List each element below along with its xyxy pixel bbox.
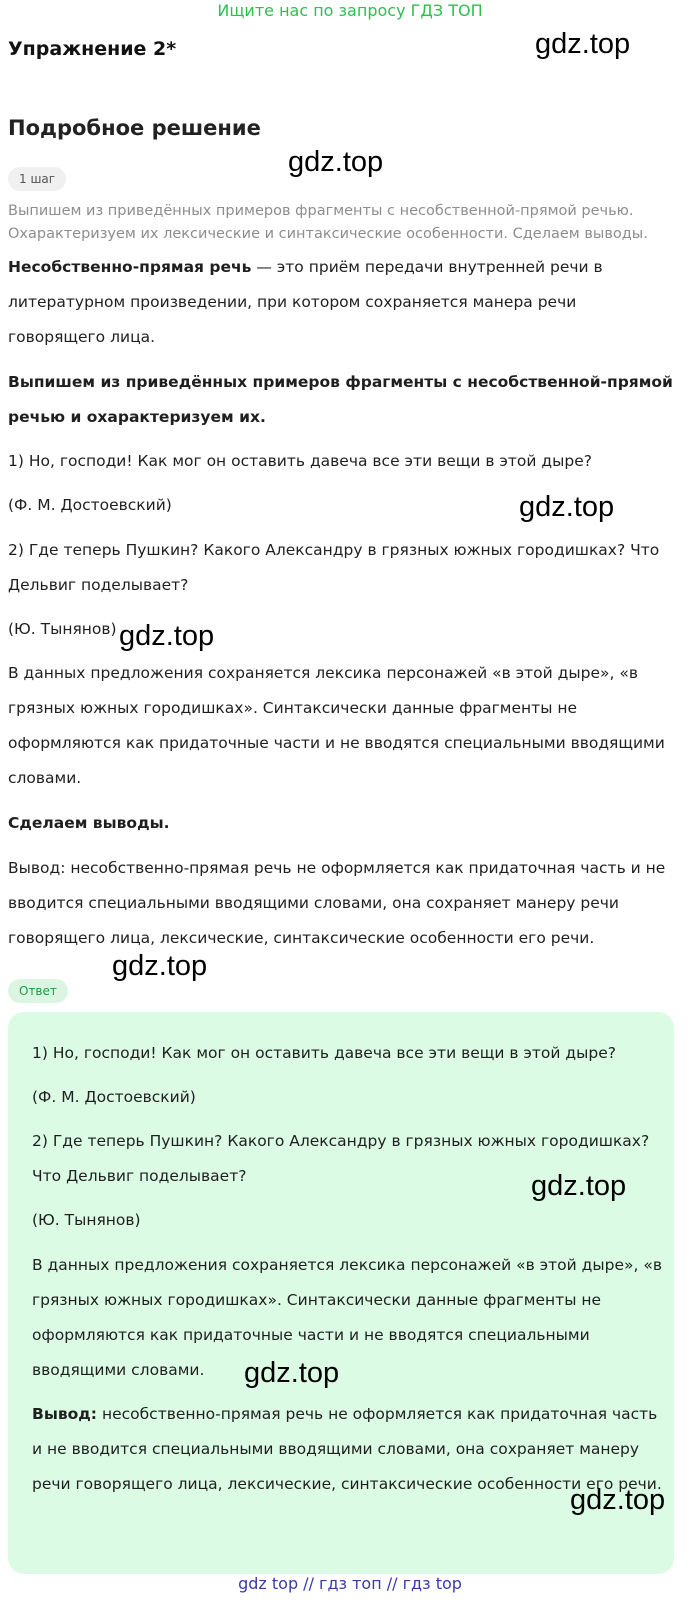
- exercise-title: Упражнение 2*: [8, 38, 177, 60]
- answer-conclusion-label: Вывод:: [32, 1405, 98, 1423]
- answer-conclusion: [32, 1397, 662, 1502]
- watermark: gdz.top: [570, 1484, 666, 1516]
- author-2: (Ю. Тынянов): [8, 620, 117, 638]
- answer-conclusion-text: несобственно-прямая речь не оформляется как придаточная часть и не вводится специальными вводящими словами, она сохраняет манеру речи говорящего лица, лексические, синтаксические особенности его речи.: [32, 1405, 662, 1493]
- example-1: 1) Но, господи! Как мог он оставить давеча все эти вещи в этой дыре?: [8, 452, 592, 470]
- answer-author-2: (Ю. Тынянов): [32, 1211, 141, 1229]
- author-1: (Ф. М. Достоевский): [8, 496, 172, 514]
- watermark: gdz.top: [519, 491, 615, 523]
- example-2: 2) Где теперь Пушкин? Какого Александру в грязных южных городишках? Что Дельвиг поделывает?: [8, 541, 660, 594]
- conclusion-heading-text: Сделаем выводы.: [8, 814, 170, 832]
- watermark: gdz.top: [244, 1357, 340, 1389]
- conclusion-paragraph: Вывод: несобственно-прямая речь не оформляется как придаточная часть и не вводится специальными вводящими словами, она сохраняет манеру речи говорящего лица, лексические, синтаксические особенности его речи.: [8, 859, 666, 947]
- answer-author-1: (Ф. М. Достоевский): [32, 1088, 196, 1106]
- watermark: gdz.top: [288, 146, 384, 178]
- watermark: gdz.top: [535, 28, 631, 60]
- definition-term: Несобственно-прямая речь: [8, 258, 252, 276]
- task-heading-text: Выпишем из приведённых примеров фрагменты с несобственной-прямой речью и охарактеризуем их.: [8, 373, 673, 426]
- step-intro: [8, 200, 678, 246]
- answer-example-1: 1) Но, господи! Как мог он оставить давеча все эти вещи в этой дыре?: [32, 1044, 616, 1062]
- promo-banner[interactable]: Ищите нас по запросу ГДЗ ТОП: [217, 1, 483, 20]
- intro-line: Выпишем из приведённых примеров фрагменты с несобственной-прямой речью.: [8, 203, 634, 219]
- task-heading: [8, 365, 678, 435]
- answer-analysis: В данных предложения сохраняется лексика персонажей «в этой дыре», «в грязных южных городишках». Синтаксически данные фрагменты не оформляются как придаточные части и не вводятся специальными вводящими словами.: [32, 1256, 662, 1379]
- definition-paragraph: [8, 250, 678, 355]
- analysis-paragraph: В данных предложения сохраняется лексика персонажей «в этой дыре», «в грязных южных городишках». Синтаксически данные фрагменты не оформляются как придаточные части и не вводятся специальными вводящими словами.: [8, 664, 665, 787]
- answer-example-2: 2) Где теперь Пушкин? Какого Александру в грязных южных городишках? Что Дельвиг поделывает?: [32, 1132, 650, 1185]
- answer-badge: Ответ: [8, 979, 68, 1003]
- watermark: gdz.top: [119, 620, 215, 652]
- conclusion-heading: [8, 806, 678, 841]
- step-badge: 1 шаг: [8, 167, 66, 191]
- intro-line: Охарактеризуем их лексические и синтаксические особенности. Сделаем выводы.: [8, 226, 648, 242]
- watermark: gdz.top: [112, 950, 208, 982]
- solution-heading: Подробное решение: [8, 116, 261, 140]
- watermark: gdz.top: [531, 1170, 627, 1202]
- footer-links[interactable]: gdz top // гдз топ // гдз top: [238, 1574, 462, 1593]
- definition-text: — это приём передачи внутренней речи в литературном произведении, при котором сохраняется манера речи говорящего лица.: [8, 258, 603, 346]
